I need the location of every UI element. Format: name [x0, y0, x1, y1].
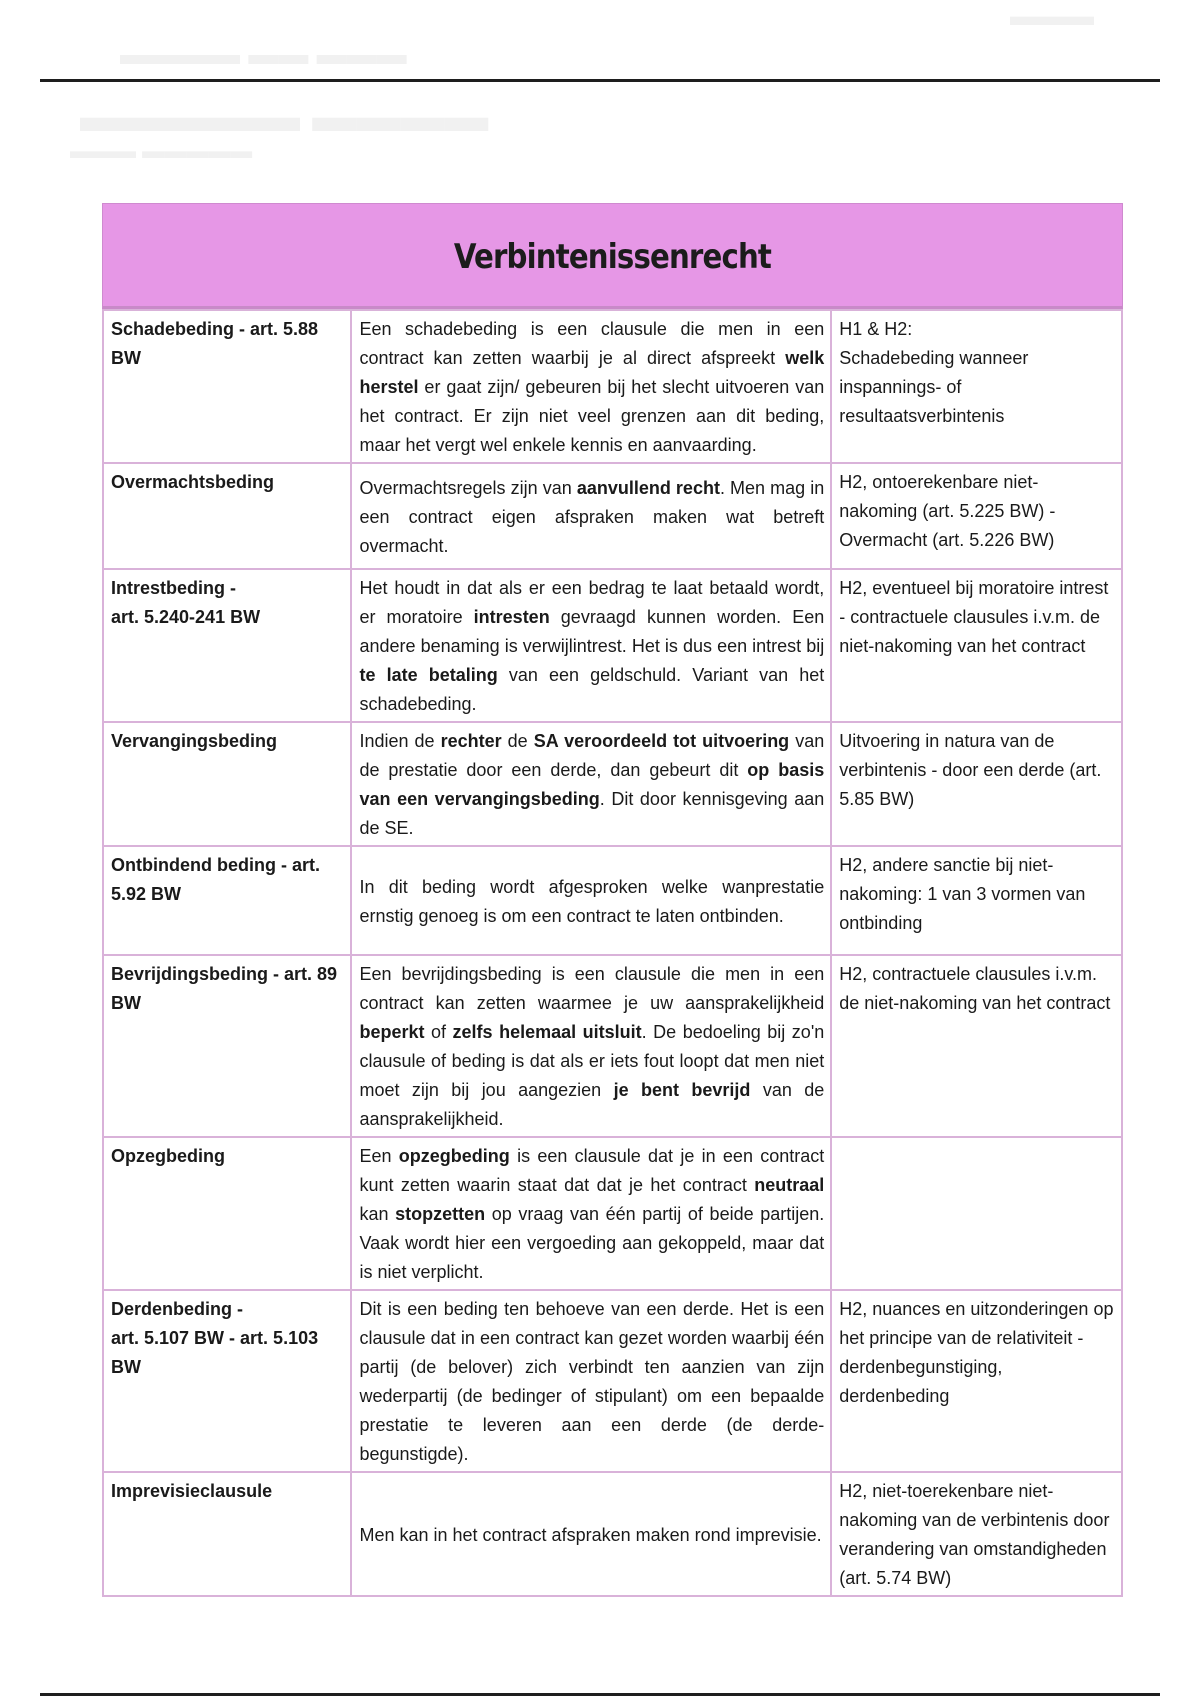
summary-table-container	[102, 203, 1123, 1597]
top-rule	[40, 79, 1160, 82]
description-cell: Het houdt in dat als er een bedrag te laat betaald wordt, er moratoire intresten gevraagd kunnen worden. Een andere benaming is verwijlintrest. Het is dus een intrest bij te late betaling van een geldschuld. Variant van het schadebeding.	[351, 569, 831, 722]
reference-cell: H2, contractuele clausules i.v.m. de niet-nakoming van het contract	[831, 955, 1122, 1137]
reference-cell: Uitvoering in natura van de verbintenis - door een derde (art. 5.85 BW)	[831, 722, 1122, 846]
reference-cell	[831, 1137, 1122, 1290]
term-cell: Derdenbeding - art. 5.107 BW - art. 5.103 BW	[103, 1290, 351, 1472]
reference-cell: H2, niet-toerekenbare niet-nakoming van de verbintenis door verandering van omstandigheden (art. 5.74 BW)	[831, 1472, 1122, 1596]
term-cell: Vervangingsbeding	[103, 722, 351, 846]
term-cell: Opzegbeding	[103, 1137, 351, 1290]
description-cell: Dit is een beding ten behoeve van een derde. Het is een clausule dat in een contract kan gezet worden waarbij één partij (de belover) zich verbindt ten aanzien van zijn wederpartij (de bedinger of stipulant) om een bepaalde prestatie te leveren aan een derde (de derde-begunstigde).	[351, 1290, 831, 1472]
term-cell: Overmachtsbeding	[103, 463, 351, 569]
description-cell: Indien de rechter de SA veroordeeld tot uitvoering van de prestatie door een derde, dan gebeurt dit op basis van een vervangingsbeding. Dit door kennisgeving aan de SE.	[351, 722, 831, 846]
table-row	[103, 569, 1122, 722]
clause-table	[102, 309, 1123, 1597]
reference-cell: H2, andere sanctie bij niet-nakoming: 1 van 3 vormen van ontbinding	[831, 846, 1122, 955]
table-row	[103, 463, 1122, 569]
faded-background-text: ▬▬▬ ▬▬▬▬▬	[70, 138, 253, 163]
term-cell: Ontbindend beding - art. 5.92 BW	[103, 846, 351, 955]
term-cell: Intrestbeding - art. 5.240-241 BW	[103, 569, 351, 722]
reference-cell: H2, nuances en uitzonderingen op het principe van de relativiteit - derdenbegunstiging, derdenbeding	[831, 1290, 1122, 1472]
bottom-rule	[40, 1693, 1160, 1696]
description-cell: Men kan in het contract afspraken maken rond imprevisie.	[351, 1472, 831, 1596]
table-row	[103, 955, 1122, 1137]
term-cell: Imprevisieclausule	[103, 1472, 351, 1596]
reference-cell: H2, ontoerekenbare niet-nakoming (art. 5.225 BW) - Overmacht (art. 5.226 BW)	[831, 463, 1122, 569]
title-banner	[102, 203, 1123, 309]
table-row	[103, 310, 1122, 463]
description-cell: Een schadebeding is een clausule die men in een contract kan zetten waarbij je al direct afspreekt welk herstel er gaat zijn/ gebeuren bij het slecht uitvoeren van het contract. Er zijn niet veel grenzen aan dit beding, maar het vergt wel enkele kennis en aanvaarding.	[351, 310, 831, 463]
description-cell: Een bevrijdingsbeding is een clausule die men in een contract kan zetten waarmee je uw aansprakelijkheid beperkt of zelfs helemaal uitsluit. De bedoeling bij zo'n clausule of beding is dat als er iets fout loopt dat men niet moet zijn bij jou aangezien je bent bevrijd van de aansprakelijkheid.	[351, 955, 831, 1137]
term-cell: Schadebeding - art. 5.88 BW	[103, 310, 351, 463]
description-cell: In dit beding wordt afgesproken welke wanprestatie ernstig genoeg is om een contract te laten ontbinden.	[351, 846, 831, 955]
table-row	[103, 1290, 1122, 1472]
table-row	[103, 846, 1122, 955]
table-row	[103, 722, 1122, 846]
description-cell: Een opzegbeding is een clausule dat je in een contract kunt zetten waarin staat dat dat je het contract neutraal kan stopzetten op vraag van één partij of beide partijen. Vaak wordt hier een vergoeding aan gekoppeld, maar dat is niet verplicht.	[351, 1137, 831, 1290]
reference-cell: H2, eventueel bij moratoire intrest - contractuele clausules i.v.m. de niet-nakoming van het contract	[831, 569, 1122, 722]
faded-background-text: ▬▬▬▬▬ ▬▬▬▬	[80, 92, 489, 141]
term-cell: Bevrijdingsbeding - art. 89 BW	[103, 955, 351, 1137]
page-title: Verbintenissenrecht	[453, 237, 772, 277]
faded-background-text: ▬▬▬▬ ▬▬ ▬▬▬	[120, 38, 407, 71]
description-cell: Overmachtsregels zijn van aanvullend recht. Men mag in een contract eigen afspraken maken wat betreft overmacht.	[351, 463, 831, 569]
reference-cell: H1 & H2: Schadebeding wanneer inspannings- of resultaatsverbintenis	[831, 310, 1122, 463]
faded-background-text: ▬▬▬	[1010, 0, 1094, 31]
table-row	[103, 1137, 1122, 1290]
table-row	[103, 1472, 1122, 1596]
